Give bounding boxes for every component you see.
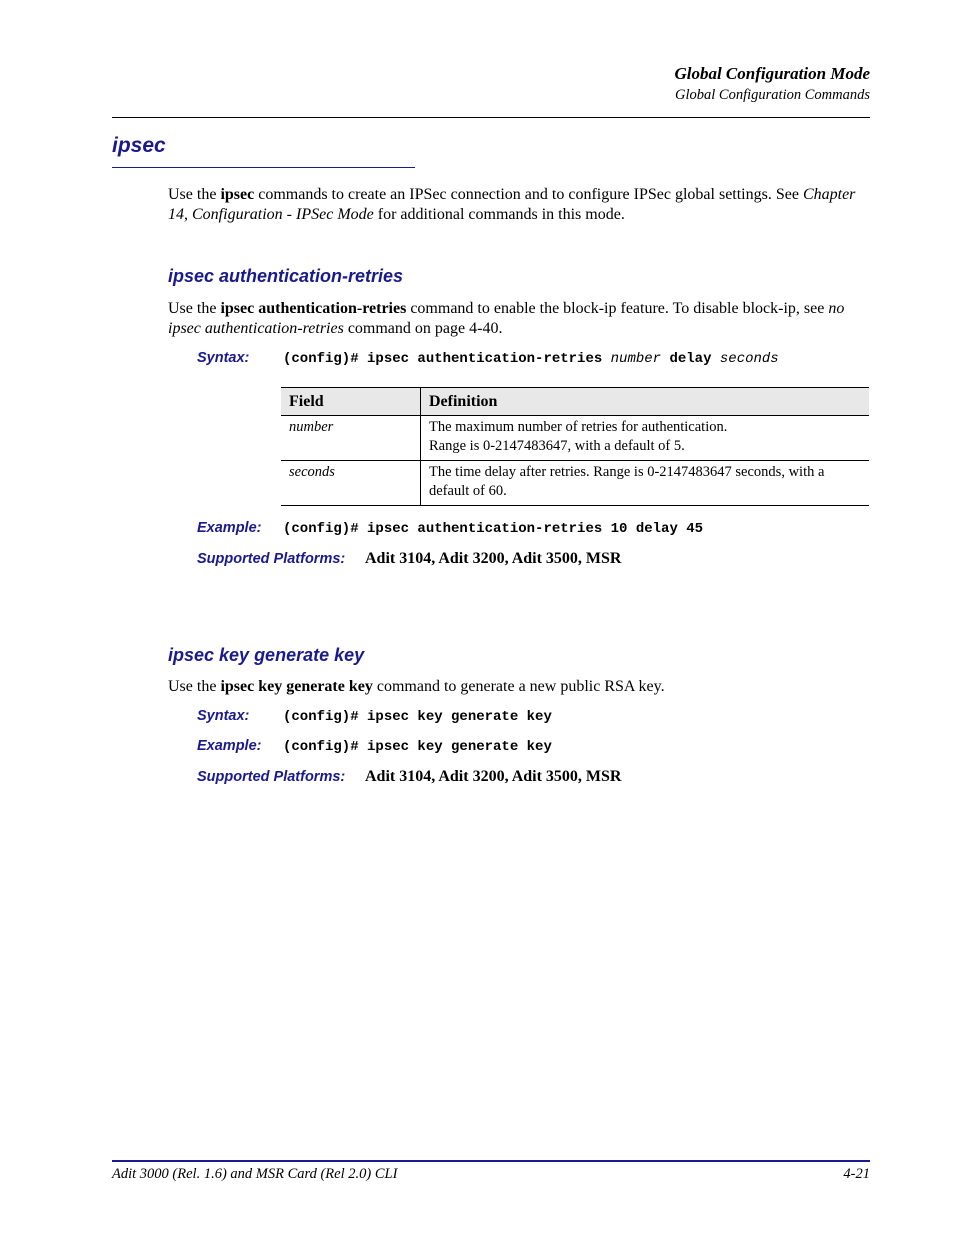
table-row: [281, 416, 869, 461]
auth-retries-title: ipsec authentication-retries: [168, 266, 404, 286]
keygen-platforms-label: Supported Platforms:: [197, 769, 346, 785]
no-command-reference: no ipsec authentication-retries: [168, 300, 845, 337]
keygen-example-label: Example:: [197, 738, 262, 754]
header-rule: [112, 117, 870, 118]
keygen-syntax-code: (config)# ipsec key generate key: [283, 709, 552, 725]
field-cell: seconds: [281, 461, 421, 506]
table-row: [281, 461, 869, 506]
footer-rule: [112, 1160, 870, 1162]
chapter-reference: Chapter 14, Configuration - IPSec Mode: [168, 186, 856, 223]
auth-syntax-label: Syntax:: [197, 350, 250, 366]
keygen-syntax-label: Syntax:: [197, 708, 250, 724]
definition-cell: The time delay after retries. Range is 0-2147483647 seconds, with a default of 60.: [421, 461, 870, 506]
footer-document-title: Adit 3000 (Rel. 1.6) and MSR Card (Rel 2.0) CLI: [112, 1166, 398, 1182]
table-header-row: [281, 388, 869, 416]
keygen-example-code: (config)# ipsec key generate key: [283, 739, 552, 755]
auth-example-code: (config)# ipsec authentication-retries 10 delay 45: [283, 521, 704, 537]
table-header-cell: Field: [281, 388, 421, 416]
page-number: 4-21: [843, 1166, 870, 1182]
section-intro: Use the ipsec commands to create an IPSec connection and to configure IPSec global settings. See Chapter 14, Configuration - IPSec Mode for additional commands in this mode.: [168, 186, 856, 223]
running-header-subtitle: Global Configuration Commands: [675, 87, 870, 103]
key-generate-description: Use the ipsec key generate key command to generate a new public RSA key.: [168, 678, 665, 695]
key-generate-title: ipsec key generate key: [168, 645, 365, 665]
auth-platforms-value: Adit 3104, Adit 3200, Adit 3500, MSR: [365, 550, 622, 567]
auth-syntax-code: (config)# ipsec authentication-retries number delay seconds: [283, 351, 779, 367]
section-title: ipsec: [112, 134, 166, 157]
auth-platforms-label: Supported Platforms:: [197, 551, 346, 567]
section-title-rule: [112, 167, 415, 168]
running-header-title: Global Configuration Mode: [674, 64, 870, 83]
definition-cell: The maximum number of retries for authentication. Range is 0-2147483647, with a default of 5.: [421, 416, 870, 461]
auth-retries-description: Use the ipsec authentication-retries command to enable the block-ip feature. To disable block-ip, see no ipsec authentication-retries command on page 4-40.: [168, 300, 845, 337]
field-cell: number: [281, 416, 421, 461]
keygen-platforms-value: Adit 3104, Adit 3200, Adit 3500, MSR: [365, 768, 622, 785]
table-header-cell: Definition: [421, 388, 870, 416]
fields-table: [281, 387, 869, 506]
auth-example-label: Example:: [197, 520, 262, 536]
